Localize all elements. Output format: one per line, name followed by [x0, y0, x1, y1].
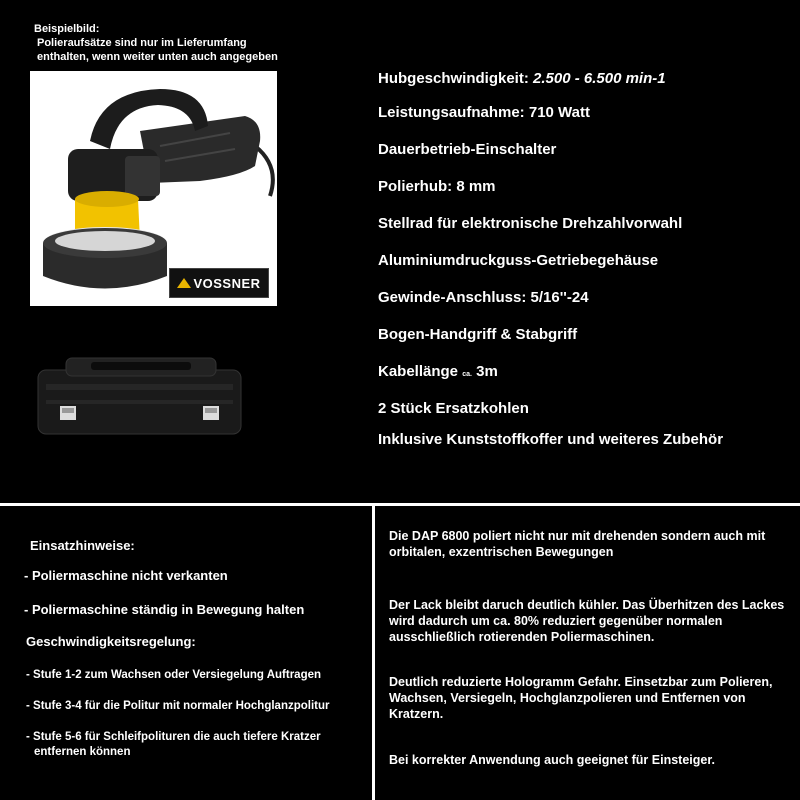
- description-p1: Die DAP 6800 poliert nicht nur mit drehenden sondern auch mit orbitalen, exzentrischen Bewegungen: [389, 529, 766, 559]
- brand-triangle-icon: [177, 278, 191, 288]
- usage-note-2: - Poliermaschine ständig in Bewegung halten: [24, 602, 305, 617]
- speed-step-1: - Stufe 1-2 zum Wachsen oder Versiegelung Auftragen: [26, 669, 322, 681]
- spec-cable-approx: ca.: [462, 371, 472, 378]
- description-p4: Bei korrekter Anwendung auch geeignet für Einsteiger.: [389, 753, 715, 767]
- speed-step-2: - Stufe 3-4 für die Politur mit normaler Hochglanzpolitur: [26, 700, 330, 712]
- usage-title: Einsatzhinweise:: [30, 538, 135, 553]
- description-p3: Deutlich reduzierte Hologramm Gefahr. Einsetzbar zum Polieren, Wachsen, Versiegeln, Hochglanzpolieren und Entfernen von Kratzern.: [389, 675, 773, 721]
- spec-cable: [378, 363, 498, 380]
- vertical-divider: [372, 506, 375, 800]
- speed-step-3: - Stufe 5-6 für Schleifpolituren die auch tiefere Kratzer: [26, 731, 321, 743]
- speed-title: Geschwindigkeitsregelung:: [26, 634, 196, 649]
- carrying-case-icon: [36, 356, 243, 438]
- spec-housing: Aluminiumdruckguss-Getriebegehäuse: [378, 252, 659, 269]
- spec-switch: Dauerbetrieb-Einschalter: [378, 141, 557, 158]
- usage-note-1: - Poliermaschine nicht verkanten: [24, 568, 228, 583]
- product-photo: [30, 71, 277, 306]
- spec-stroke: Polierhub: 8 mm: [378, 178, 496, 195]
- spec-thread: Gewinde-Anschluss: 5/16''-24: [378, 289, 589, 306]
- spec-cable-label: Kabellänge: [378, 363, 459, 380]
- carrying-case-image: [36, 356, 243, 438]
- spec-power: Leistungsaufnahme: 710 Watt: [378, 104, 590, 121]
- brand-name: VOSSNER: [193, 275, 261, 291]
- spec-carbon-brushes: 2 Stück Ersatzkohlen: [378, 400, 529, 417]
- caption-line-2: Polieraufsätze sind nur im Lieferumfang: [37, 37, 247, 49]
- caption-line-3: enthalten, wenn weiter unten auch angegeben: [37, 51, 278, 63]
- spec-cable-value: 3m: [476, 363, 498, 380]
- spec-speed-dial: Stellrad für elektronische Drehzahlvorwahl: [378, 215, 683, 232]
- speed-step-3-cont: entfernen können: [34, 746, 131, 758]
- horizontal-divider: [0, 503, 800, 506]
- image-caption: [34, 22, 278, 64]
- brand-logo: [169, 268, 269, 298]
- spec-speed-label: Hubgeschwindigkeit:: [378, 70, 529, 87]
- spec-handles: Bogen-Handgriff & Stabgriff: [378, 326, 578, 343]
- description-p2: Der Lack bleibt daruch deutlich kühler. Das Überhitzen des Lackes wird dadurch um ca. 80% reduziert gegenüber normalen ausschließlich rotierenden Poliermaschinen.: [389, 598, 785, 644]
- caption-title: Beispielbild:: [34, 23, 100, 35]
- spec-case-included: Inklusive Kunststoffkoffer und weiteres Zubehör: [378, 431, 724, 448]
- spec-speed: [378, 70, 666, 87]
- spec-speed-value: 2.500 - 6.500 min-1: [533, 70, 666, 87]
